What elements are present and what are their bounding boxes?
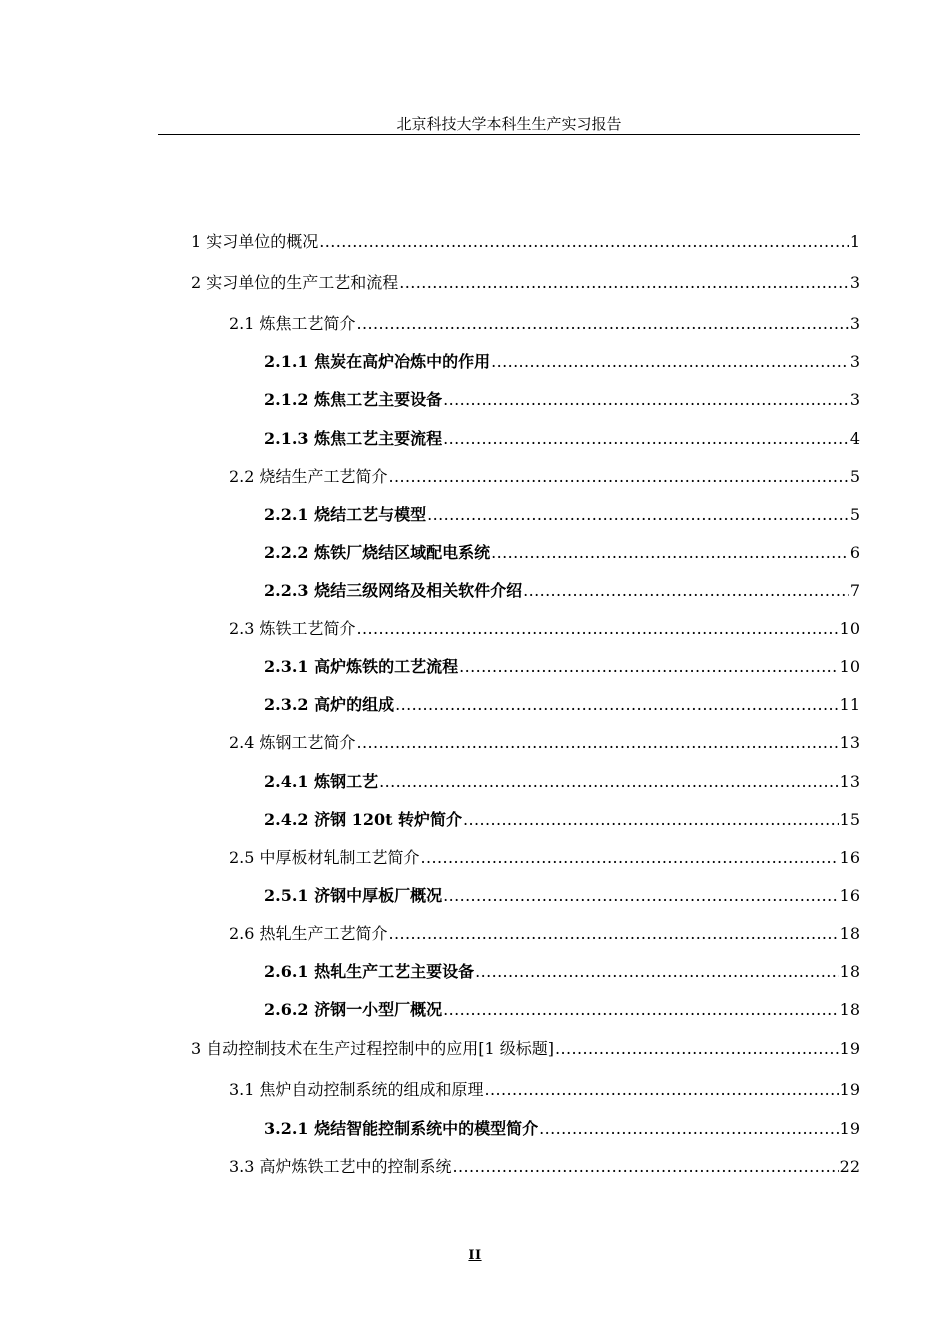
toc-entry[interactable] — [229, 1078, 860, 1102]
toc-entry-label: 2.1.1 焦炭在高炉冶炼中的作用 — [264, 352, 491, 371]
toc-entry-label: 1 实习单位的概况 — [191, 232, 319, 251]
toc-entry[interactable] — [264, 998, 860, 1022]
toc-entry-page: 10 — [839, 657, 860, 676]
toc-entry[interactable] — [264, 388, 860, 412]
toc-entry-page: 22 — [839, 1157, 860, 1176]
toc-entry[interactable] — [229, 617, 860, 641]
toc-leader-dots — [379, 770, 839, 794]
toc-entry-label: 3.2.1 烧结智能控制系统中的模型简介 — [264, 1119, 539, 1138]
toc-entry[interactable] — [229, 846, 860, 870]
toc-entry-label: 2.2.2 炼铁厂烧结区域配电系统 — [264, 543, 491, 562]
toc-entry[interactable] — [191, 230, 860, 254]
toc-entry-label: 2.4.1 炼钢工艺 — [264, 772, 379, 791]
toc-entry[interactable] — [264, 541, 860, 565]
page-number: II — [468, 1248, 482, 1263]
toc-leader-dots — [491, 350, 849, 374]
toc-entry-label: 2.6.2 济钢一小型厂概况 — [264, 1000, 443, 1019]
toc-entry[interactable] — [264, 427, 860, 451]
toc-leader-dots — [463, 808, 839, 832]
toc-entry-page: 3 — [849, 314, 860, 333]
toc-leader-dots — [357, 731, 839, 755]
toc-entry[interactable] — [191, 271, 860, 295]
toc-entry-page: 6 — [849, 543, 860, 562]
toc-entry-label: 2.6.1 热轧生产工艺主要设备 — [264, 962, 475, 981]
toc-entry-page: 15 — [839, 810, 860, 829]
toc-leader-dots — [453, 1155, 839, 1179]
toc-entry-page: 5 — [849, 505, 860, 524]
toc-entry-page: 16 — [839, 886, 860, 905]
toc-entry[interactable] — [264, 579, 860, 603]
toc-leader-dots — [459, 655, 839, 679]
toc-entry-label: 2.3.2 高炉的组成 — [264, 695, 395, 714]
toc-entry[interactable] — [229, 312, 860, 336]
toc-entry-page: 3 — [849, 273, 860, 292]
toc-entry-label: 2.3 炼铁工艺简介 — [229, 619, 356, 638]
toc-entry-page: 3 — [849, 352, 860, 371]
toc-leader-dots — [485, 1078, 839, 1102]
toc-leader-dots — [443, 884, 839, 908]
toc-entry[interactable] — [229, 465, 860, 489]
toc-entry[interactable] — [264, 770, 860, 794]
toc-entry[interactable] — [229, 922, 860, 946]
toc-leader-dots — [357, 312, 849, 336]
toc-entry-page: 18 — [839, 1000, 860, 1019]
toc-entry[interactable] — [229, 1155, 860, 1179]
toc-leader-dots — [475, 960, 839, 984]
toc-leader-dots — [389, 922, 839, 946]
toc-entry[interactable] — [264, 503, 860, 527]
toc-leader-dots — [555, 1037, 839, 1061]
toc-leader-dots — [399, 271, 849, 295]
toc-entry-label: 2.5.1 济钢中厚板厂概况 — [264, 886, 443, 905]
toc-entry-label: 2.4 炼钢工艺简介 — [229, 733, 356, 752]
toc-entry-page: 19 — [839, 1039, 860, 1058]
toc-entry-page: 10 — [839, 619, 860, 638]
toc-entry-label: 2.2.1 烧结工艺与模型 — [264, 505, 427, 524]
toc-entry[interactable] — [264, 350, 860, 374]
toc-entry-label: 2.1 炼焦工艺简介 — [229, 314, 356, 333]
toc-entry[interactable] — [264, 693, 860, 717]
toc-entry-page: 4 — [849, 429, 860, 448]
toc-entry[interactable] — [264, 884, 860, 908]
toc-entry-page: 7 — [849, 581, 860, 600]
toc-leader-dots — [319, 230, 849, 254]
toc-entry-label: 2.1.2 炼焦工艺主要设备 — [264, 390, 443, 409]
toc-entry[interactable] — [264, 960, 860, 984]
toc-entry[interactable] — [264, 655, 860, 679]
toc-entry-page: 13 — [839, 733, 860, 752]
toc-leader-dots — [395, 693, 839, 717]
toc-entry-page: 16 — [839, 848, 860, 867]
toc-entry-page: 18 — [839, 924, 860, 943]
toc-entry[interactable] — [264, 808, 860, 832]
toc-entry-label: 2 实习单位的生产工艺和流程 — [191, 273, 399, 292]
toc-leader-dots — [539, 1117, 839, 1141]
toc-leader-dots — [421, 846, 839, 870]
toc-entry-page: 5 — [849, 467, 860, 486]
toc-leader-dots — [357, 617, 839, 641]
toc-leader-dots — [427, 503, 849, 527]
toc-leader-dots — [523, 579, 849, 603]
toc-entry-label: 2.2 烧结生产工艺简介 — [229, 467, 388, 486]
toc-entry-page: 18 — [839, 962, 860, 981]
toc-entry-label: 2.4.2 济钢 120t 转炉简介 — [264, 810, 463, 829]
toc-entry-label: 2.3.1 高炉炼铁的工艺流程 — [264, 657, 459, 676]
toc-entry-label: 3.1 焦炉自动控制系统的组成和原理 — [229, 1080, 484, 1099]
toc-leader-dots — [443, 388, 849, 412]
toc-entry-page: 13 — [839, 772, 860, 791]
toc-entry-label: 2.1.3 炼焦工艺主要流程 — [264, 429, 443, 448]
toc-entry[interactable] — [191, 1037, 860, 1061]
toc-entry-page: 1 — [849, 232, 860, 251]
toc-entry-label: 2.5 中厚板材轧制工艺简介 — [229, 848, 420, 867]
toc-entry[interactable] — [264, 1117, 860, 1141]
toc-entry-label: 2.6 热轧生产工艺简介 — [229, 924, 388, 943]
toc-entry-page: 11 — [839, 695, 860, 714]
toc-entry[interactable] — [229, 731, 860, 755]
toc-leader-dots — [491, 541, 849, 565]
toc-leader-dots — [389, 465, 849, 489]
toc-entry-page: 19 — [839, 1080, 860, 1099]
toc-entry-page: 3 — [849, 390, 860, 409]
toc-entry-label: 3.3 高炉炼铁工艺中的控制系统 — [229, 1157, 452, 1176]
toc-leader-dots — [443, 427, 849, 451]
running-header: 北京科技大学本科生生产实习报告 — [396, 115, 622, 133]
toc-entry-page: 19 — [839, 1119, 860, 1138]
toc-entry-label: 2.2.3 烧结三级网络及相关软件介绍 — [264, 581, 523, 600]
toc-leader-dots — [443, 998, 839, 1022]
toc-entry-label: 3 自动控制技术在生产过程控制中的应用[1 级标题] — [191, 1039, 555, 1058]
